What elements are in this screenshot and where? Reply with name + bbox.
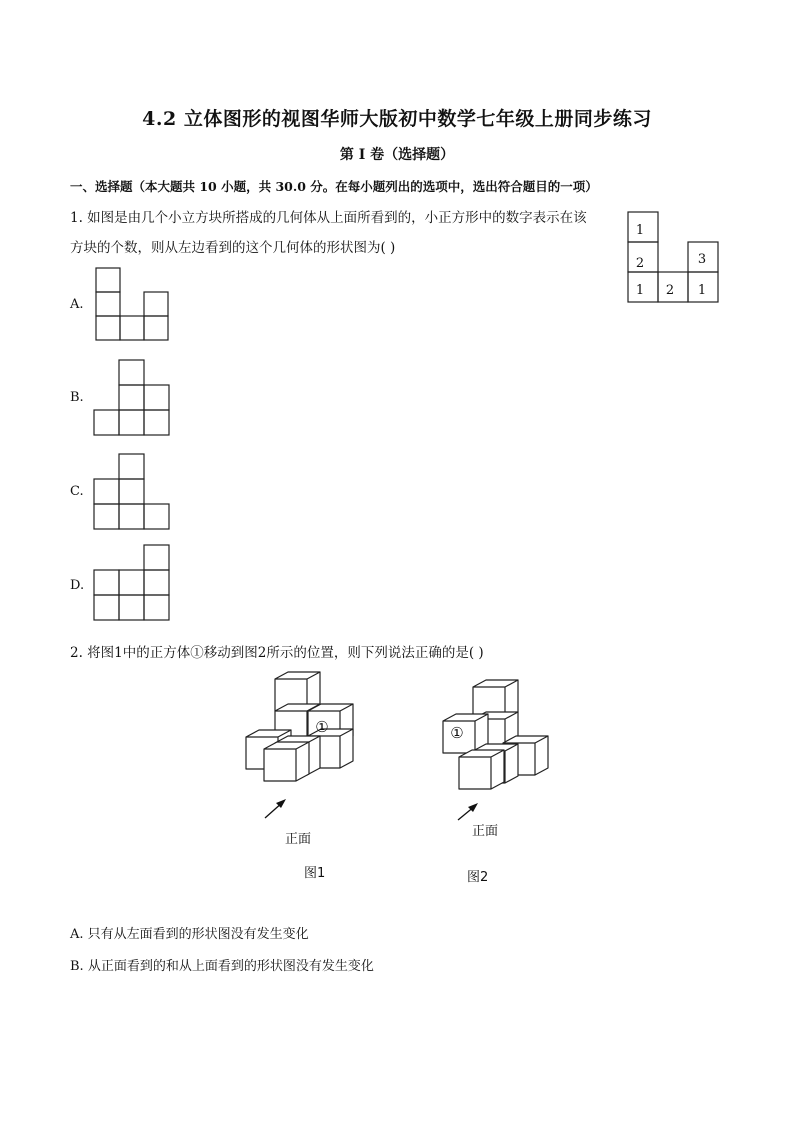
grid-number-mid-left: 2: [635, 256, 645, 271]
grid-number-bottom-left: 1: [635, 283, 645, 298]
figure-1-front-label: 正面: [285, 832, 312, 847]
question-2-text: 2. 将图1中的正方体①移动到图2所示的位置，则下列说法正确的是( ): [70, 645, 484, 661]
figure-1-marker: ①: [315, 718, 329, 736]
question-1-top-view-grid: [626, 210, 722, 304]
option-d-label[interactable]: D.: [70, 578, 85, 593]
question-2-option-a[interactable]: A. 只有从左面看到的形状图没有发生变化: [70, 927, 309, 942]
grid-number-bottom-mid: 2: [665, 283, 675, 298]
figure-2-cubes: [435, 676, 565, 846]
section-heading: 一、选择题（本大题共 10 小题，共 30.0 分。在每小题列出的选项中，选出符合题目的一项）: [70, 179, 598, 194]
option-a-figure[interactable]: [95, 267, 171, 343]
figure-2-marker: ①: [450, 724, 464, 742]
grid-number-top: 1: [635, 223, 645, 238]
figure-2-front-label: 正面: [472, 824, 499, 839]
option-b-figure[interactable]: [93, 359, 173, 439]
option-a-label[interactable]: A.: [70, 297, 84, 312]
page-title: 4.2 立体图形的视图华师大版初中数学七年级上册同步练习: [142, 108, 652, 130]
option-b-label[interactable]: B.: [70, 390, 84, 405]
question-1-line-1: 1. 如图是由几个小立方块所搭成的几何体从上面所看到的，小正方形中的数字表示在该: [70, 210, 587, 226]
question-1-line-2: 方块的个数，则从左边看到的这个几何体的形状图为( ): [70, 240, 396, 256]
option-c-label[interactable]: C.: [70, 484, 84, 499]
option-d-figure[interactable]: [93, 544, 173, 626]
figure-1-caption: 图1: [304, 866, 326, 881]
page-subtitle: 第 I 卷（选择题）: [339, 147, 455, 163]
figure-1-cubes: [238, 668, 368, 848]
option-c-figure[interactable]: [93, 453, 173, 533]
figure-2-caption: 图2: [467, 870, 489, 885]
grid-number-mid-right: 3: [697, 252, 707, 267]
question-2-option-b[interactable]: B. 从正面看到的和从上面看到的形状图没有发生变化: [70, 959, 374, 974]
grid-number-bottom-right: 1: [697, 283, 707, 298]
